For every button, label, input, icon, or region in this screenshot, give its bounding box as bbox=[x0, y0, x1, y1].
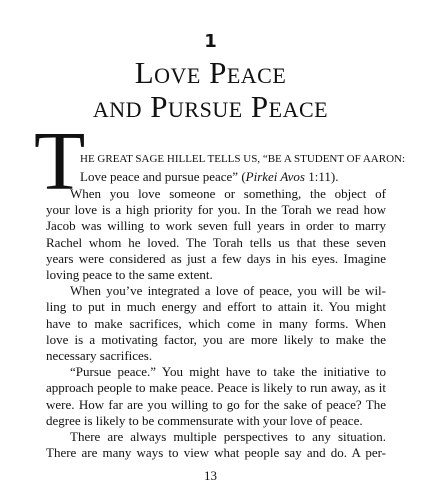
paragraph-5-line-1: There are always multiple perspectives to any situation. bbox=[70, 429, 386, 444]
paragraph-2-line-6: loving peace to the same extent. bbox=[46, 267, 213, 282]
paragraph-2-line-2: your love is a high priority for you. In the Torah we read how bbox=[46, 202, 386, 218]
paragraph-1-line-1: HE GREAT SAGE HILLEL TELLS US, “BE A STUDENT OF AARON: bbox=[80, 153, 406, 165]
paragraph-3-line-5: necessary sacrifices. bbox=[46, 348, 153, 363]
citation-verse: 1:11). bbox=[305, 169, 339, 184]
chapter-number: 1 bbox=[204, 31, 217, 52]
paragraph-2-line-5: years were considered as just a few days in his eyes. Imagine bbox=[46, 250, 386, 266]
citation-source: Pirkei Avos bbox=[245, 169, 305, 184]
paragraph-3-line-3: have to make sacrifices, which come in many forms. When bbox=[46, 315, 386, 331]
paragraph-4-line-2: approach people to make peace. Peace is likely to run away, as it bbox=[46, 380, 386, 396]
paragraph-4-line-3: were. How far are you willing to go for the sake of peace? The bbox=[46, 396, 386, 412]
chapter-title-line-2: and Pursue Peace bbox=[92, 89, 329, 124]
paragraph-1-line-2 bbox=[80, 168, 386, 186]
paragraph-4-line-4: degree is likely to be commensurate with your love of peace. bbox=[46, 412, 363, 428]
paragraph-3-line-1: When you’ve integrated a love of peace, you will be wil- bbox=[70, 283, 386, 299]
paragraph-4-line-1: “Pursue peace.” You might have to take the initiative to bbox=[70, 364, 386, 380]
paragraph-3-line-4: love is a motivating factor, you are more likely to make the bbox=[46, 331, 386, 347]
paragraph-3-line-2: ling to put in much energy and effort to attain it. You might bbox=[46, 299, 386, 315]
chapter-title-line-1: Love Peace bbox=[134, 55, 287, 90]
paragraph-2-line-3: Jacob was willing to work seven full years in order to marry bbox=[46, 218, 386, 234]
paragraph-2-line-1: When you love someone or something, the object of bbox=[70, 186, 386, 201]
quote-text: Love peace and pursue peace” ( bbox=[80, 169, 246, 184]
page-number: 13 bbox=[204, 468, 217, 483]
drop-cap: T bbox=[34, 115, 86, 208]
paragraph-5-line-2: There are many ways to view what people say and do. A per- bbox=[46, 445, 386, 461]
paragraph-2-line-4: Rachel whom he loved. The Torah tells us that these seven bbox=[46, 234, 386, 250]
